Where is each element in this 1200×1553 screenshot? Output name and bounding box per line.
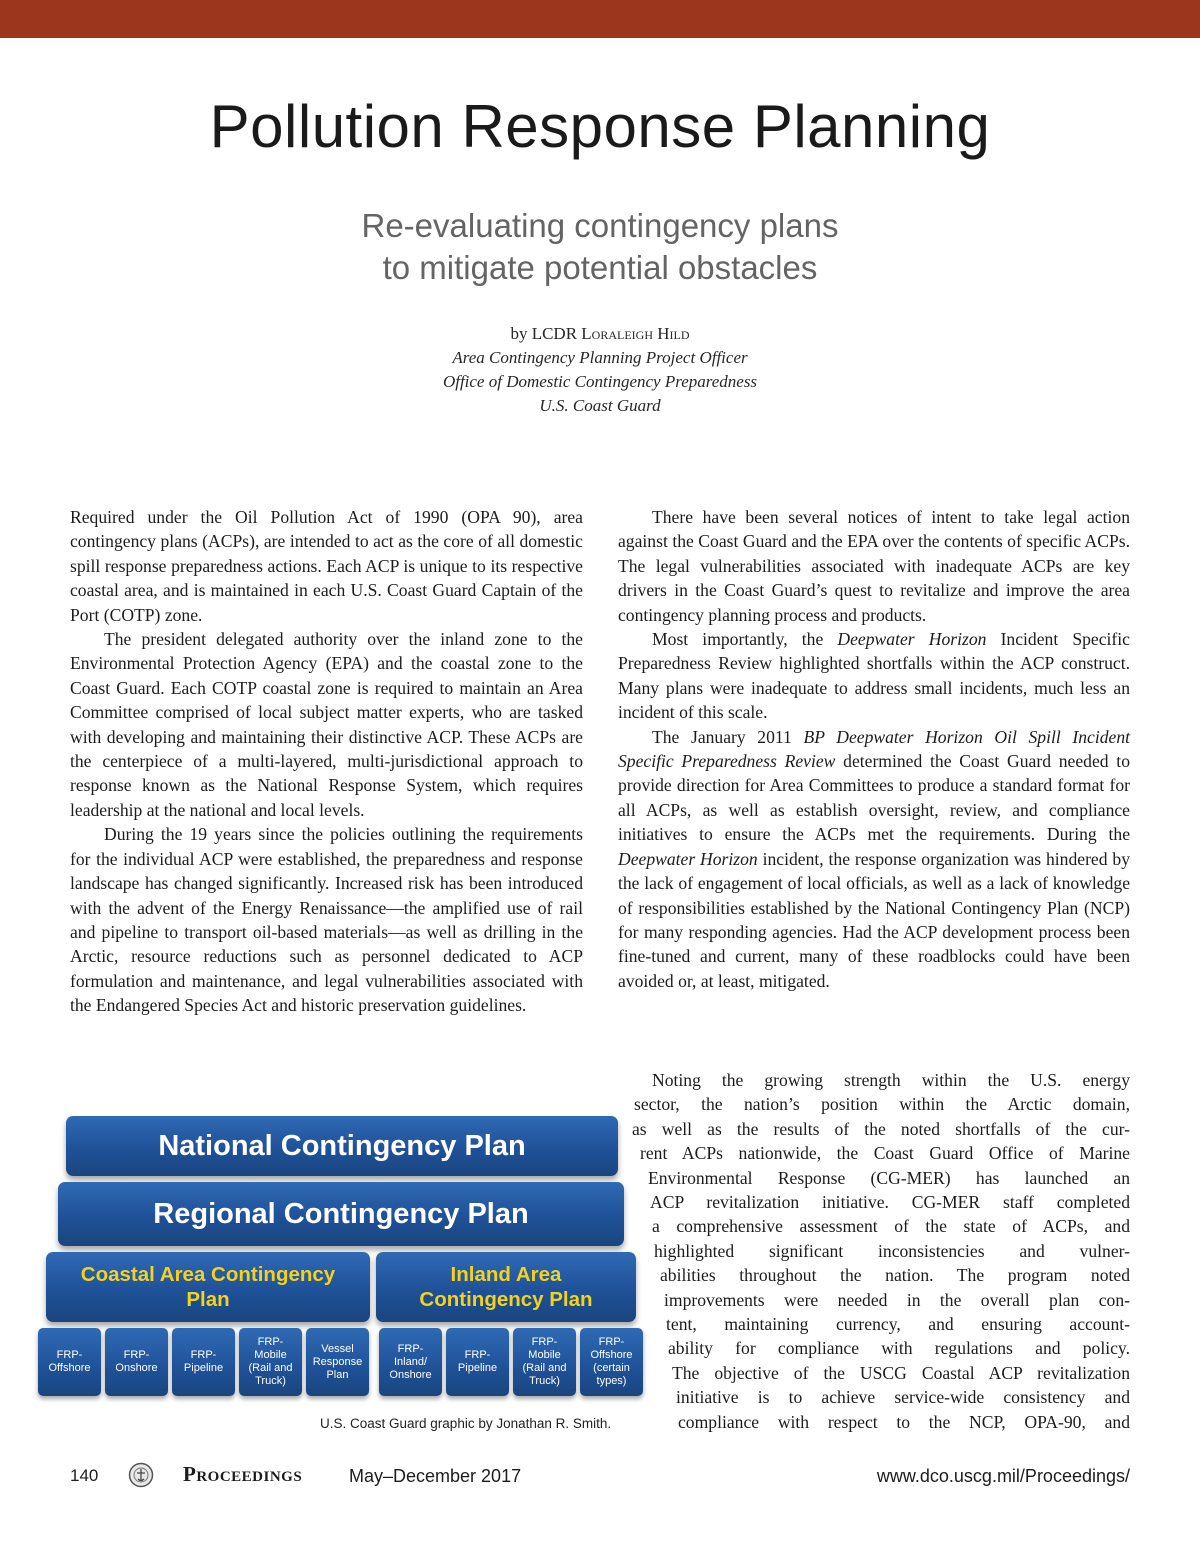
plan-box [172,1328,235,1396]
figure-credit: U.S. Coast Guard graphic by Jonathan R. Smith. [320,1416,612,1431]
text-line: tent, maintaining currency, and ensuring account- [666,1314,1130,1335]
body-column-right-wrap [628,1068,1130,1434]
text-line: a comprehensive assessment of the state of ACPs, and [652,1216,1130,1237]
plan-box-label: FRP- Pipeline [183,1349,224,1374]
text-line: rent ACPs nationwide, the Coast Guard Office of Marine [640,1143,1130,1164]
subtitle-line: to mitigate potential obstacles [382,249,818,286]
italic-title: BP Deepwater Horizon Oil Spill Incident Specific Preparedness Review [618,726,1130,772]
author-office: Office of Domestic Contingency Preparedness [442,372,758,391]
plan-box-label: FRP- Inland/ Onshore [389,1342,432,1381]
plan-box-label: FRP- Offshore (certain types) [590,1336,633,1387]
italic-title: Deepwater Horizon [837,629,987,650]
publication-name: Proceedings [183,1462,303,1486]
author-prefix: by LCDR [510,324,582,343]
text-line: initiative is to achieve service-wide consistency and [676,1387,1130,1408]
article-subtitle [0,205,1200,289]
plan-box [239,1328,302,1396]
plan-box [446,1328,509,1396]
page-number: 140 [70,1466,99,1485]
paragraph: There have been several notices of intent to take legal action against the Coast Guard and the EPA over the contents of specific ACPs. The legal vulnerabilities associated with inadequate ACPs are key drivers in the Coast Guard’s quest to revitalize and improve the area contingency planning process and products. [618,507,1130,625]
band-label: Inland Area [450,1263,562,1286]
text-line: The objective of the USCG Coastal ACP revitalization [672,1362,1130,1383]
plan-box [306,1328,369,1396]
plan-box-label: FRP- Pipeline [457,1349,498,1374]
band-label: Coastal Area Contingency [80,1263,336,1286]
paragraph: During the 19 years since the policies outlining the requirements for the individual ACP were established, the preparedness and response landscape has changed significantly. Increased risk has been introduced with the advent of the Energy Renaissance—the amplified use of rail and pipeline to transport oil-based materials—as well as drilling in the Arctic, resource reductions such as personnel dedicated to ACP formulation and maintenance, and legal vulnerabilities associated with the Endangered Species Act and historic preservation guidelines. [70,824,583,1016]
subtitle-line: Re-evaluating contingency plans [361,207,839,244]
issue-date: May–December 2017 [349,1466,522,1486]
paragraph: The president delegated authority over the inland zone to the Environmental Protection Agency (EPA) and the coastal zone to the Coast Guard. Each COTP coastal zone is required to maintain an Area Committee comprised of local subject matter experts, who are tasked with developing and maintaining their distinctive ACP. These ACPs are the centerpiece of a multi-layered, multi-jurisdictional approach to response known as the National Response System, which requires leadership at the national and local levels. [70,629,583,820]
text-run: determined the Coast Guard needed to provide direction for Area Committees to produce a standard format for all ACPs, as well as establish oversight, review, and compliance initiatives to ensure the ACPs met the requirements. During the [618,751,1130,845]
text-line: highlighted significant inconsistencies and vulner- [654,1240,1130,1261]
top-color-bar [0,0,1200,38]
text-line: Noting the growing strength within the U.S. energy [652,1070,1130,1090]
text-run: The January 2011 [652,726,804,747]
national-plan-band: National Contingency Plan [66,1116,618,1176]
author-org: U.S. Coast Guard [539,396,661,415]
text-line: ability for compliance with regulations and policy. [668,1338,1130,1359]
regional-plan-band: Regional Contingency Plan [58,1182,624,1246]
coastal-area-plan-band [46,1252,370,1322]
text-run: incident, the response organization was hindered by the lack of engagement of local officials, as well as a lack of knowledge of responsibilities established by the National Contingency Plan (NCP) for many responding agencies. Had the ACP development process been fine-tuned and current, many of these roadblocks could have been avoided or, at least, mitigated. [618,848,1130,991]
publication-url: www.dco.uscg.mil/Proceedings/ [876,1466,1130,1486]
plan-box-label: FRP- Mobile (Rail and Truck) [248,1336,293,1387]
plan-box-label: Vessel Response Plan [312,1342,363,1381]
text-line: compliance with respect to the NCP, OPA-90, and [678,1411,1130,1432]
text-line: abilities throughout the nation. The program noted [660,1265,1130,1286]
plan-box-label: FRP- Mobile (Rail and Truck) [522,1336,567,1387]
text-run: Incident Specific Preparedness Review highlighted shortfalls within the ACP construct. Many plans were inadequate to address small incidents, much less an incident of this scale. [618,629,1130,723]
text-line: Environmental Response (CG-MER) has launched an [648,1167,1130,1188]
plan-box [379,1328,442,1396]
band-label: Plan [186,1288,230,1311]
paragraph [618,725,1130,993]
band-label: Contingency Plan [419,1288,593,1311]
text-line: ACP revitalization initiative. CG-MER staff completed [650,1192,1130,1213]
text-line: improvements were needed in the overall plan con- [664,1289,1130,1310]
text-run: Most importantly, the [652,629,838,650]
paragraph: Required under the Oil Pollution Act of 1990 (OPA 90), area contingency plans (ACPs), are intended to act as the core of all domestic spill response preparedness actions. Each ACP is unique to its respective coastal area, and is maintained in each U.S. Coast Guard Captain of the Port (COTP) zone. [70,507,583,625]
plan-box-label: FRP- Onshore [115,1349,158,1374]
body-column-left [70,505,583,1018]
plan-box [105,1328,168,1396]
author-role: Area Contingency Planning Project Officer [452,348,748,367]
italic-title: Deepwater Horizon [618,848,758,869]
plan-box [38,1328,101,1396]
body-column-right [618,505,1130,993]
text-line: sector, the nation’s position within the Arctic domain, [634,1094,1130,1115]
article-title: Pollution Response Planning [209,93,991,160]
inland-area-plan-band [376,1252,636,1322]
byline [0,322,1200,418]
paragraph [618,627,1130,725]
coast-guard-seal-icon [128,1462,154,1488]
author-line [0,322,1200,346]
plan-box [580,1328,643,1396]
contingency-plan-hierarchy-figure [36,1110,656,1410]
text-line: as well as the results of the noted shortfalls of the cur- [632,1118,1130,1139]
author-name: Loraleigh Hild [581,324,690,343]
plan-box-label: FRP- Offshore [48,1349,91,1374]
plan-box [513,1328,576,1396]
